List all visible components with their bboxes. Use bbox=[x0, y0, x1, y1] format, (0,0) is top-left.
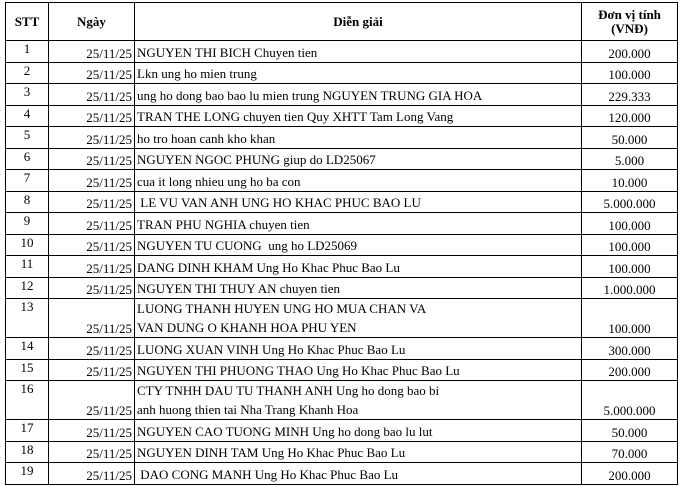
row-description-line: NGUYEN NGOC PHUNG giup do LD25067 bbox=[137, 152, 376, 167]
row-date: 25/11/25 bbox=[49, 170, 135, 192]
table-row bbox=[6, 277, 678, 299]
row-amount: 200.000 bbox=[582, 359, 678, 381]
table-row bbox=[6, 420, 678, 442]
row-amount: 1.000.000 bbox=[582, 277, 678, 299]
row-date: 25/11/25 bbox=[49, 299, 135, 338]
row-number: 17 bbox=[6, 420, 49, 442]
row-amount: 50.000 bbox=[582, 420, 678, 442]
row-description bbox=[135, 148, 582, 170]
row-description-line: NGUYEN THI PHUONG THAO Ung Ho Khac Phuc Bao Lu bbox=[137, 363, 460, 378]
row-date: 25/11/25 bbox=[49, 41, 135, 63]
row-number: 19 bbox=[6, 463, 49, 485]
row-date: 25/11/25 bbox=[49, 148, 135, 170]
header-amount-unit: Đơn vị tính bbox=[598, 6, 661, 22]
row-date: 25/11/25 bbox=[49, 381, 135, 420]
row-description bbox=[135, 62, 582, 84]
row-number: 5 bbox=[6, 127, 49, 149]
row-amount: 200.000 bbox=[582, 463, 678, 485]
row-date: 25/11/25 bbox=[49, 359, 135, 381]
row-amount: 100.000 bbox=[582, 213, 678, 235]
row-date: 25/11/25 bbox=[49, 127, 135, 149]
header-stt: STT bbox=[6, 3, 49, 41]
row-number: 16 bbox=[6, 381, 49, 420]
row-description bbox=[135, 41, 582, 63]
row-description-line: NGUYEN THI THUY AN chuyen tien bbox=[137, 281, 341, 296]
row-description bbox=[135, 105, 582, 127]
row-number: 7 bbox=[6, 170, 49, 192]
row-description bbox=[135, 463, 582, 485]
table-row bbox=[6, 105, 678, 127]
row-date: 25/11/25 bbox=[49, 84, 135, 106]
row-description bbox=[135, 170, 582, 192]
table-row bbox=[6, 256, 678, 278]
row-amount: 200.000 bbox=[582, 41, 678, 63]
row-description-line: NGUYEN TU CUONG ung ho LD25069 bbox=[137, 238, 358, 253]
table-row bbox=[6, 191, 678, 213]
row-description bbox=[135, 213, 582, 235]
row-date: 25/11/25 bbox=[49, 213, 135, 235]
row-description bbox=[135, 191, 582, 213]
row-number: 10 bbox=[6, 234, 49, 256]
row-description-line: ung ho dong bao bao lu mien trung NGUYEN TRUNG GIA HOA bbox=[137, 87, 483, 103]
header-amount-currency: (VNĐ) bbox=[611, 20, 648, 36]
row-date: 25/11/25 bbox=[49, 191, 135, 213]
row-description-line: LUONG XUAN VINH Ung Ho Khac Phuc Bao Lu bbox=[137, 341, 406, 357]
row-amount: 100.000 bbox=[582, 234, 678, 256]
row-number: 6 bbox=[6, 148, 49, 170]
row-description-line: DAO CONG MANH Ung Ho Khac Phuc Bao Lu bbox=[137, 466, 399, 482]
row-description bbox=[135, 256, 582, 278]
table-row bbox=[6, 127, 678, 149]
table-row bbox=[6, 62, 678, 84]
row-description-line: NGUYEN DINH TAM Ung Ho Khac Phuc Bao Lu bbox=[137, 445, 406, 460]
row-date: 25/11/25 bbox=[49, 463, 135, 485]
row-amount: 229.333 bbox=[582, 84, 678, 106]
row-description-line: DANG DINH KHAM Ung Ho Khac Phuc Bao Lu bbox=[137, 259, 400, 275]
row-description bbox=[135, 359, 582, 381]
row-description bbox=[135, 277, 582, 299]
row-number: 14 bbox=[6, 338, 49, 360]
row-description bbox=[135, 299, 582, 338]
row-amount: 5.000 bbox=[582, 148, 678, 170]
table-row bbox=[6, 441, 678, 463]
row-description-line: ho tro hoan canh kho khan bbox=[137, 130, 276, 146]
header-date: Ngày bbox=[49, 3, 135, 41]
row-date: 25/11/25 bbox=[49, 441, 135, 463]
row-amount: 5.000.000 bbox=[582, 191, 678, 213]
row-amount: 300.000 bbox=[582, 338, 678, 360]
row-amount: 10.000 bbox=[582, 170, 678, 192]
header-description: Diễn giải bbox=[135, 3, 582, 41]
row-description bbox=[135, 338, 582, 360]
row-date: 25/11/25 bbox=[49, 420, 135, 442]
table-row bbox=[6, 213, 678, 235]
row-amount: 120.000 bbox=[582, 105, 678, 127]
row-number: 13 bbox=[6, 299, 49, 338]
row-description bbox=[135, 420, 582, 442]
row-description-line: TRAN THE LONG chuyen tien Quy XHTT Tam Long Vang bbox=[137, 109, 454, 124]
row-description-line: anh huong thien tai Nha Trang Khanh Hoa bbox=[137, 402, 359, 417]
table-row bbox=[6, 359, 678, 381]
row-amount: 50.000 bbox=[582, 127, 678, 149]
row-description-line: LE VU VAN ANH UNG HO KHAC PHUC BAO LU bbox=[137, 195, 421, 210]
row-description-line: cua it long nhieu ung ho ba con bbox=[137, 173, 301, 189]
table-row bbox=[6, 234, 678, 256]
header-amount bbox=[582, 3, 678, 41]
row-description-line: NGUYEN THI BICH Chuyen tien bbox=[137, 44, 318, 60]
row-number: 9 bbox=[6, 213, 49, 235]
row-number: 1 bbox=[6, 41, 49, 63]
row-number: 3 bbox=[6, 84, 49, 106]
row-date: 25/11/25 bbox=[49, 234, 135, 256]
row-description bbox=[135, 234, 582, 256]
table-row bbox=[6, 148, 678, 170]
table-row bbox=[6, 299, 678, 338]
row-date: 25/11/25 bbox=[49, 256, 135, 278]
row-date: 25/11/25 bbox=[49, 277, 135, 299]
row-number: 2 bbox=[6, 62, 49, 84]
row-description bbox=[135, 441, 582, 463]
row-description bbox=[135, 84, 582, 106]
row-amount: 70.000 bbox=[582, 441, 678, 463]
row-date: 25/11/25 bbox=[49, 338, 135, 360]
row-number: 15 bbox=[6, 359, 49, 381]
row-number: 4 bbox=[6, 105, 49, 127]
row-amount: 5.000.000 bbox=[582, 381, 678, 420]
table-row bbox=[6, 84, 678, 106]
table-row bbox=[6, 170, 678, 192]
row-description-line: Lkn ung ho mien trung bbox=[137, 66, 257, 81]
ledger-body bbox=[6, 41, 678, 485]
row-number: 11 bbox=[6, 256, 49, 278]
table-row bbox=[6, 381, 678, 420]
row-number: 18 bbox=[6, 441, 49, 463]
row-number: 8 bbox=[6, 191, 49, 213]
row-description-line: LUONG THANH HUYEN UNG HO MUA CHAN VA bbox=[137, 301, 427, 316]
row-description-line: VAN DUNG O KHANH HOA PHU YEN bbox=[137, 320, 357, 335]
row-amount: 100.000 bbox=[582, 256, 678, 278]
row-number: 12 bbox=[6, 277, 49, 299]
table-row bbox=[6, 463, 678, 485]
row-description-line: TRAN PHU NGHIA chuyen tien bbox=[137, 216, 310, 232]
row-description-line: NGUYEN CAO TUONG MINH Ung ho dong bao lu lut bbox=[137, 423, 433, 439]
row-date: 25/11/25 bbox=[49, 105, 135, 127]
table-row bbox=[6, 41, 678, 63]
row-description-line: CTY TNHH DAU TU THANH ANH Ung ho dong bao bi bbox=[137, 383, 440, 398]
row-date: 25/11/25 bbox=[49, 62, 135, 84]
table-row bbox=[6, 338, 678, 360]
row-amount: 100.000 bbox=[582, 62, 678, 84]
row-description bbox=[135, 381, 582, 420]
donation-ledger-table bbox=[5, 2, 678, 485]
row-description bbox=[135, 127, 582, 149]
row-amount: 100.000 bbox=[582, 299, 678, 338]
header-row bbox=[6, 3, 678, 41]
